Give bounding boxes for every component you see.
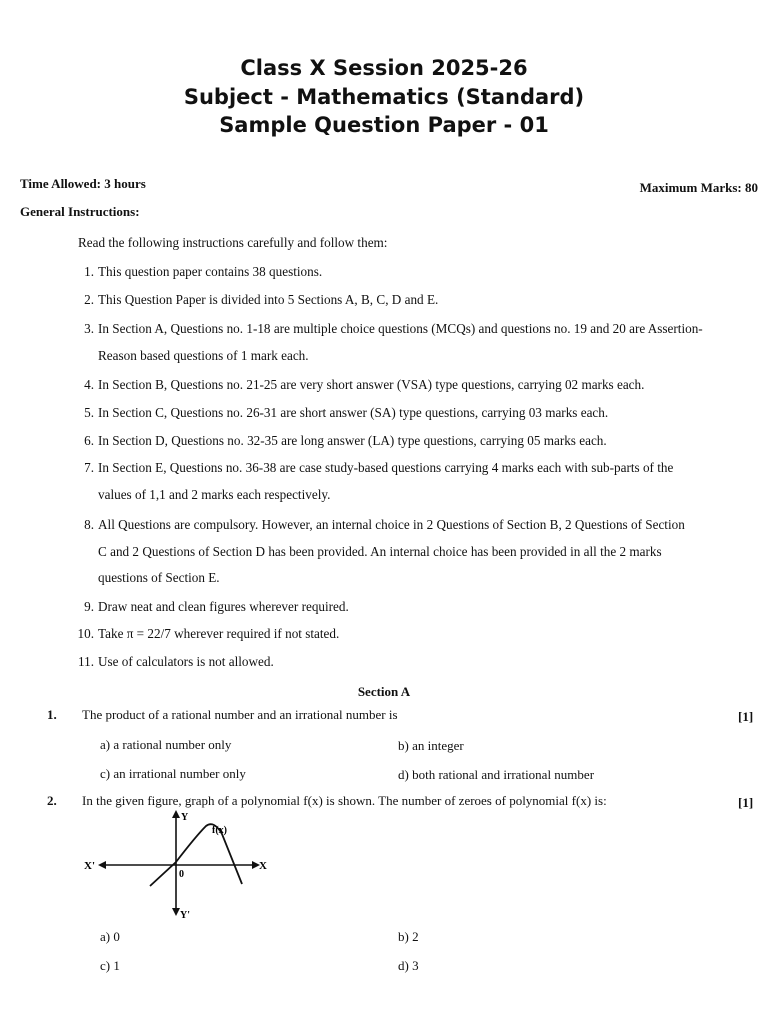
option-d: d) 3 — [398, 958, 419, 973]
question-marks: [1] — [738, 795, 754, 810]
option-a: a) 0 — [100, 929, 120, 944]
instruction-item: 6. In Section D, Questions no. 32-35 are long answer (LA) type questions, carrying 05 marks each. — [84, 433, 607, 448]
origin-label: 0 — [179, 869, 184, 880]
instruction-item: 10. Take π = 22/7 wherever required if not stated. — [77, 626, 340, 641]
general-instructions-heading: General Instructions: — [20, 204, 140, 219]
instruction-item-continued: values of 1,1 and 2 marks each respectively. — [98, 487, 331, 502]
instruction-item: 2. This Question Paper is divided into 5 Sections A, B, C, D and E. — [84, 292, 439, 307]
section-heading: Section A — [357, 684, 411, 699]
y-axis-label: Y — [181, 812, 189, 823]
x-neg-axis-label: X' — [84, 860, 95, 872]
option-b: b) 2 — [398, 929, 419, 944]
option-c: c) 1 — [100, 958, 120, 973]
instruction-item-continued: C and 2 Questions of Section D has been provided. An internal choice has been provided in all the 2 marks — [98, 544, 662, 559]
option-d: d) both rational and irrational number — [398, 767, 595, 782]
question-marks: [1] — [738, 709, 754, 724]
option-a: a) a rational number only — [100, 737, 232, 752]
question-number: 1. — [47, 707, 57, 722]
option-c: c) an irrational number only — [100, 766, 246, 781]
x-axis-label: X — [259, 860, 267, 872]
paper-subject: Subject - Mathematics (Standard) — [183, 85, 585, 109]
polynomial-curve — [150, 824, 242, 886]
option-b: b) an integer — [398, 738, 464, 753]
paper-title: Sample Question Paper - 01 — [219, 113, 549, 137]
instruction-item: 9. Draw neat and clean figures wherever required. — [84, 599, 349, 614]
question-text: The product of a rational number and an irrational number is — [82, 707, 398, 722]
question-number: 2. — [47, 793, 57, 808]
instruction-item: 4. In Section B, Questions no. 21-25 are very short answer (VSA) type questions, carrying 02 marks each. — [84, 377, 645, 392]
instruction-item: 7. In Section E, Questions no. 36-38 are case study-based questions carrying 4 marks each with sub-parts of the — [84, 460, 674, 475]
y-neg-axis-label: Y' — [180, 910, 190, 920]
question-text: In the given figure, graph of a polynomial f(x) is shown. The number of zeroes of polynomial f(x) is: — [82, 793, 607, 808]
maximum-marks: Maximum Marks: 80 — [639, 180, 758, 195]
instruction-item-continued: Reason based questions of 1 mark each. — [98, 348, 309, 363]
paper-class-session: Class X Session 2025-26 — [240, 56, 528, 80]
instruction-item: 8. All Questions are compulsory. However, an internal choice in 2 Questions of Section B, 2 Questions of Section — [84, 517, 685, 532]
instruction-item: 3. In Section A, Questions no. 1-18 are multiple choice questions (MCQs) and questions no. 19 and 20 are Assertion- — [84, 321, 703, 336]
instruction-item: 1. This question paper contains 38 questions. — [84, 264, 323, 279]
polynomial-graph-figure — [78, 808, 278, 920]
instruction-item: 11. Use of calculators is not allowed. — [78, 654, 274, 669]
instruction-item-continued: questions of Section E. — [98, 570, 220, 585]
time-allowed: Time Allowed: 3 hours — [20, 176, 146, 191]
instruction-item: 5. In Section C, Questions no. 26-31 are short answer (SA) type questions, carrying 03 marks each. — [84, 405, 609, 420]
curve-label: f(x) — [212, 825, 227, 836]
instructions-intro: Read the following instructions carefully and follow them: — [78, 235, 388, 250]
